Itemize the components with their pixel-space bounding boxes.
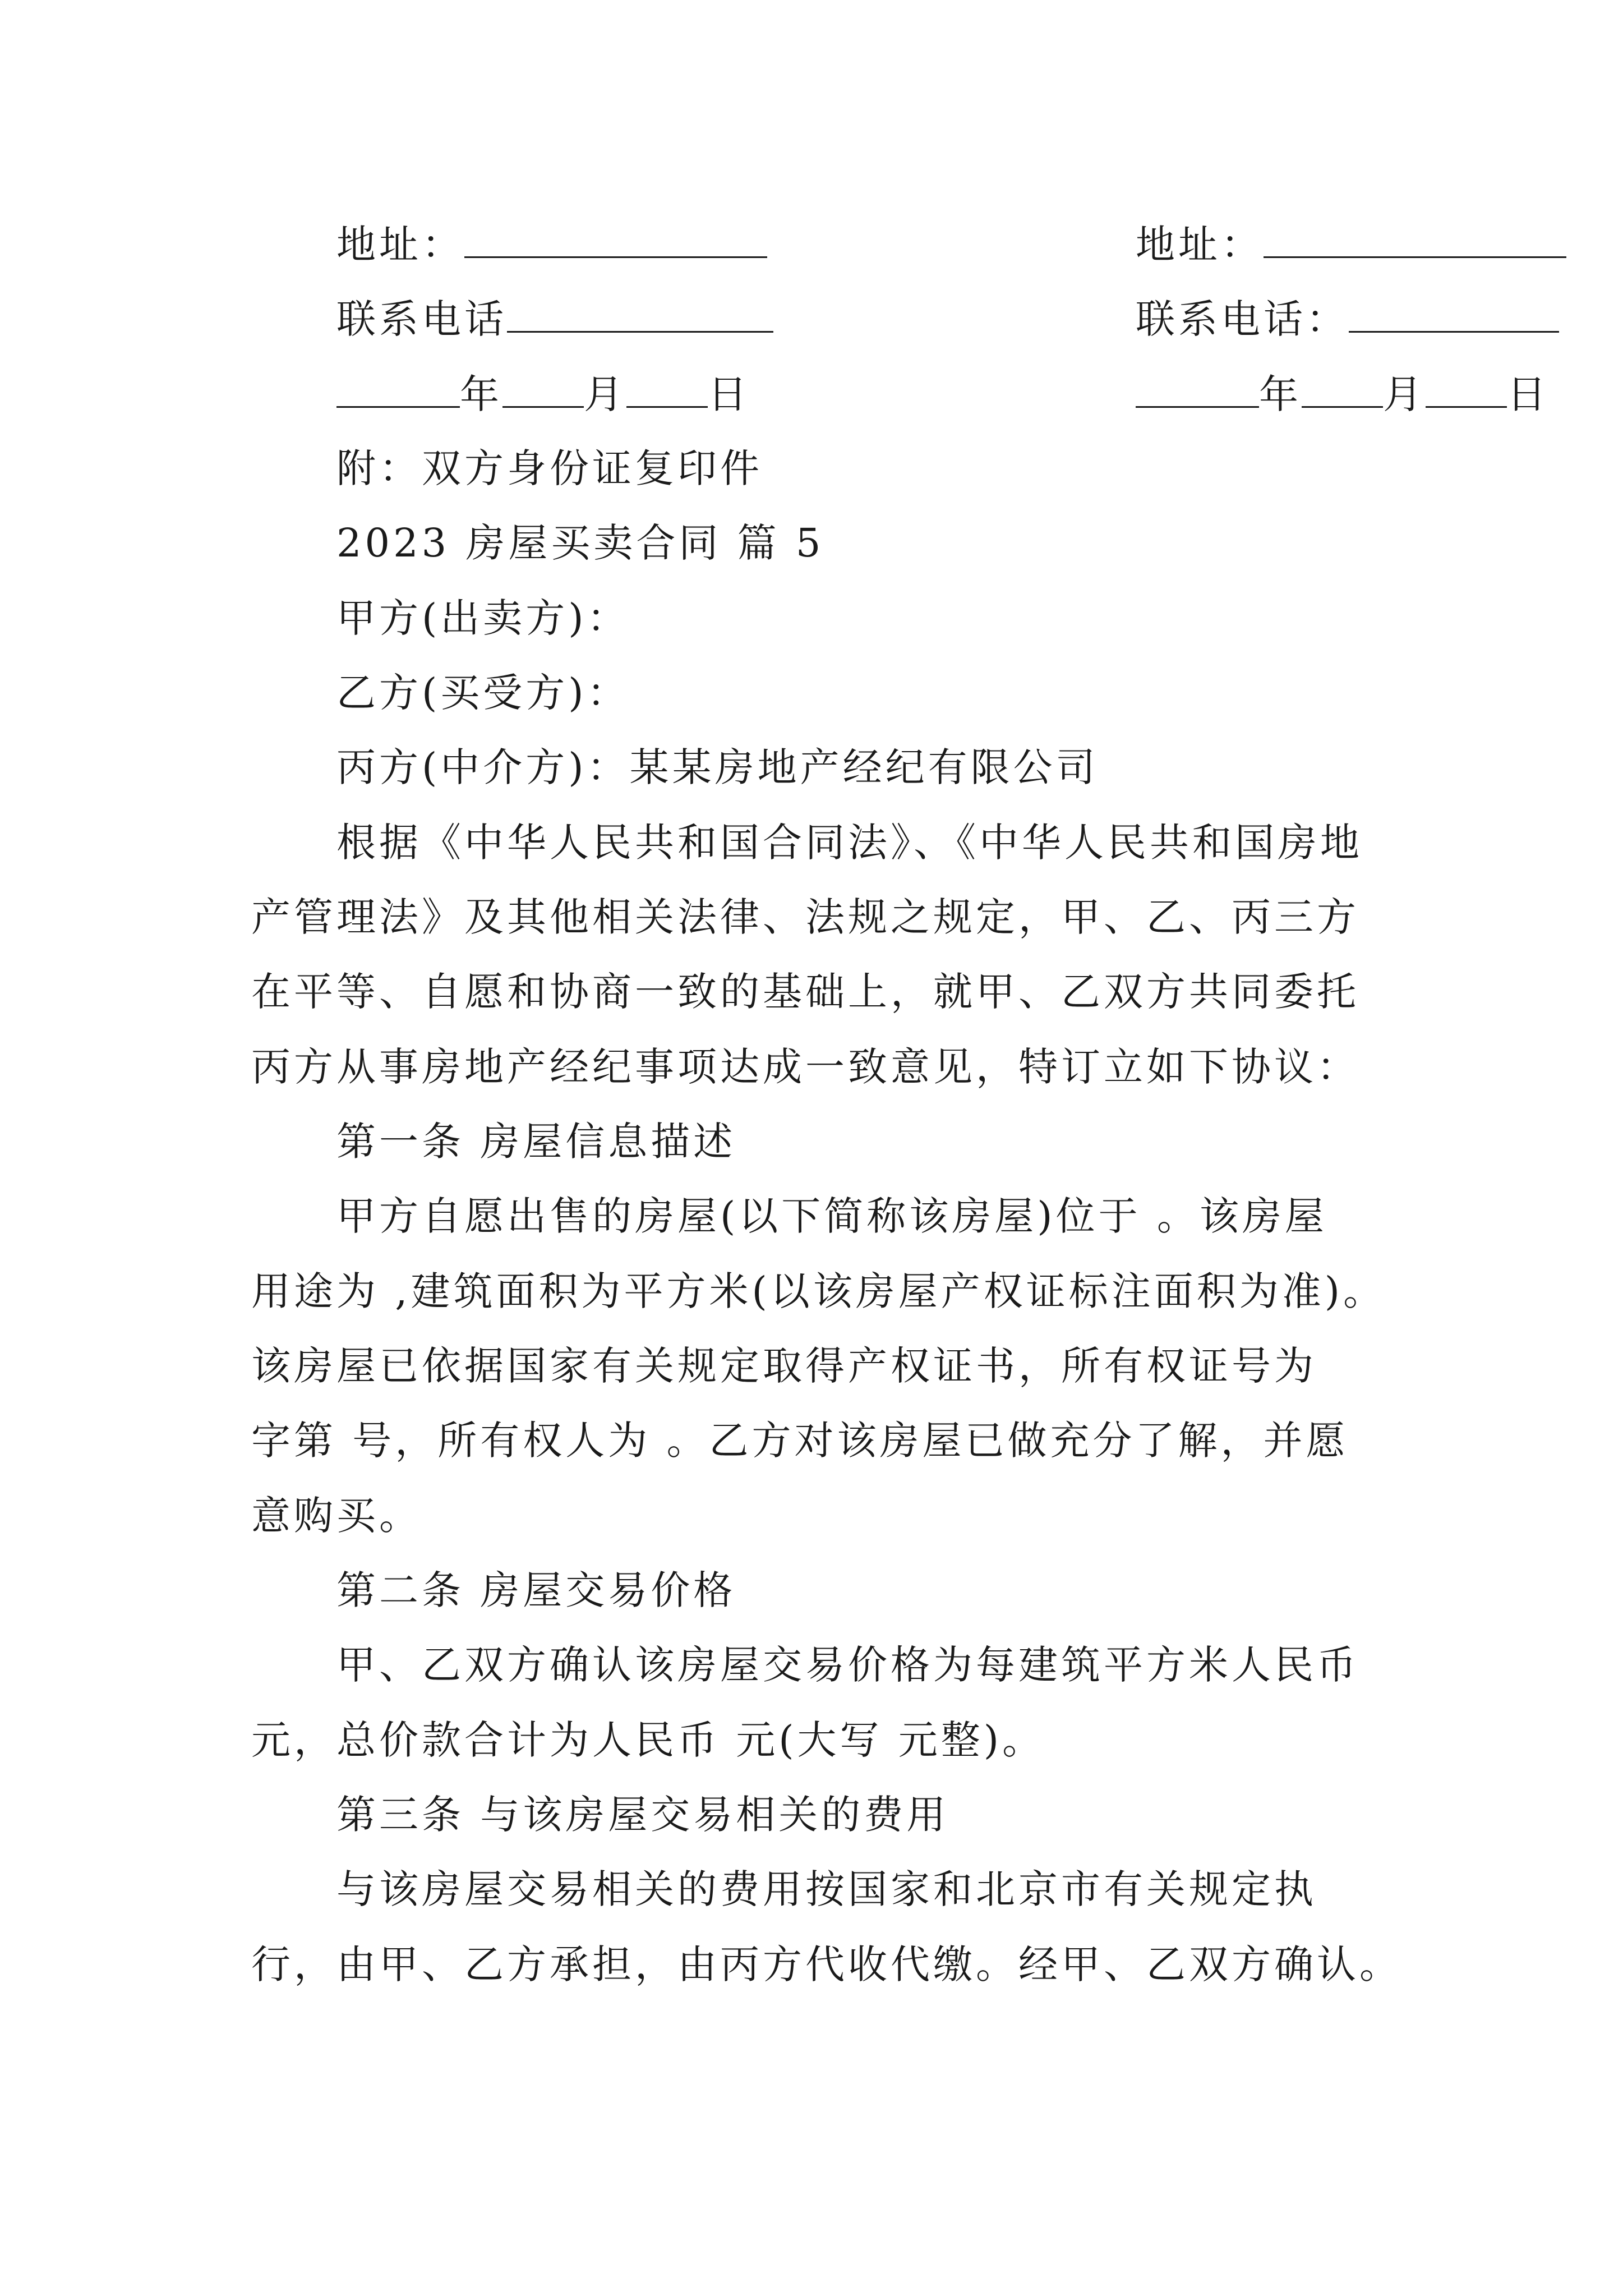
article1-line: 字第 号，所有权人为 。乙方对该房屋已做充分了解，并愿	[251, 1418, 1349, 1464]
article2-line: 甲、乙双方确认该房屋交易价格为每建筑平方米人民币	[336, 1642, 1359, 1688]
date-row	[336, 366, 1550, 422]
party-a: 甲方(出卖方)：	[336, 595, 630, 641]
article3-line: 与该房屋交易相关的费用按国家和北京市有关规定执	[336, 1866, 1317, 1912]
address-row	[336, 216, 1486, 273]
section-title: 2023 房屋买卖合同 篇 5	[336, 520, 824, 566]
phone-blank-a	[507, 291, 773, 333]
address-label-a: 地址：	[336, 222, 464, 268]
year-label-b: 年	[1259, 371, 1302, 417]
address-blank-a	[464, 216, 767, 258]
phone-right-group	[1136, 291, 1559, 347]
article1-line: 用途为 ,建筑面积为平方米(以该房屋产权证标注面积为准)。	[251, 1268, 1386, 1314]
year-blank-a	[336, 366, 460, 408]
preamble-line: 丙方从事房地产经纪事项达成一致意见，特订立如下协议：	[251, 1044, 1359, 1090]
address-blank-b	[1264, 216, 1566, 258]
phone-blank-b	[1349, 291, 1559, 333]
party-b: 乙方(买受方)：	[336, 670, 630, 716]
day-blank-a	[626, 366, 708, 408]
article1-line: 该房屋已依据国家有关规定取得产权证书，所有权证号为	[251, 1343, 1317, 1389]
article3-line: 行，由甲、乙方承担，由丙方代收代缴。经甲、乙双方确认。	[251, 1941, 1402, 1987]
month-label-b: 月	[1383, 371, 1426, 417]
year-label-a: 年	[460, 371, 502, 417]
article2-line: 元，总价款合计为人民币 元(大写 元整)。	[251, 1717, 1045, 1763]
date-right-group	[1136, 366, 1550, 422]
month-blank-a	[502, 366, 584, 408]
preamble-line: 产管理法》及其他相关法律、法规之规定，甲、乙、丙三方	[251, 894, 1359, 940]
address-right-group	[1136, 216, 1566, 273]
address-label-b: 地址：	[1136, 222, 1264, 268]
month-blank-b	[1302, 366, 1383, 408]
article1-line: 甲方自愿出售的房屋(以下简称该房屋)位于 。该房屋	[336, 1193, 1327, 1239]
article2-title: 第二条 房屋交易价格	[336, 1567, 736, 1613]
phone-label-b: 联系电话：	[1136, 296, 1349, 342]
attachment-note: 附：双方身份证复印件	[336, 445, 763, 491]
article3-title: 第三条 与该房屋交易相关的费用	[336, 1792, 949, 1838]
phone-row	[336, 291, 1486, 347]
day-label-b: 日	[1507, 371, 1550, 417]
party-c: 丙方(中介方)：某某房地产经纪有限公司	[336, 744, 1099, 790]
article1-title: 第一条 房屋信息描述	[336, 1119, 736, 1165]
article1-line: 意购买。	[251, 1493, 422, 1539]
day-label-a: 日	[708, 371, 750, 417]
year-blank-b	[1136, 366, 1259, 408]
preamble-line: 根据《中华人民共和国合同法》、《中华人民共和国房地	[336, 820, 1363, 866]
preamble-line: 在平等、自愿和协商一致的基础上，就甲、乙双方共同委托	[251, 969, 1359, 1015]
phone-label-a: 联系电话	[336, 296, 507, 342]
month-label-a: 月	[584, 371, 626, 417]
day-blank-b	[1426, 366, 1507, 408]
